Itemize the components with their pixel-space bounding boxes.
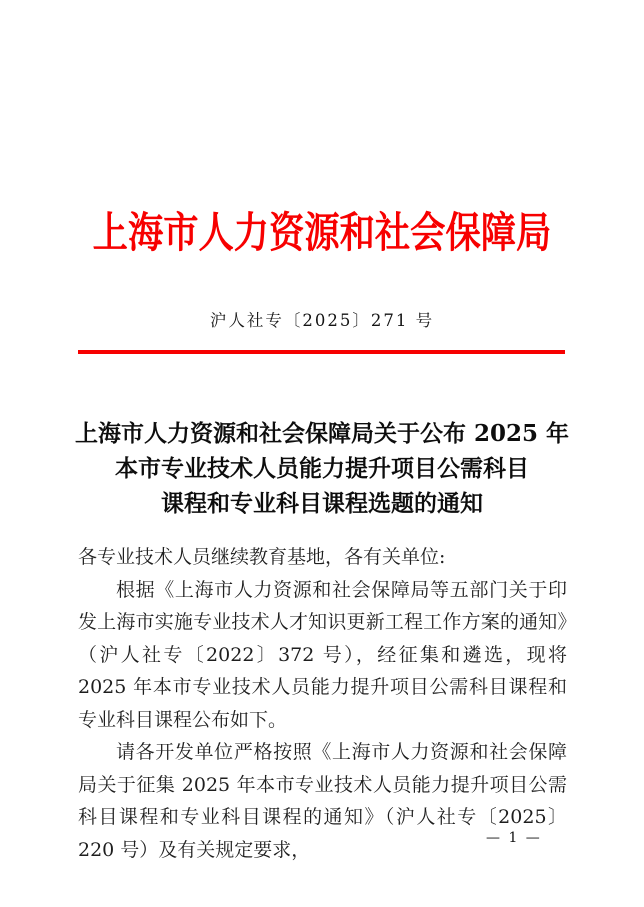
document-reference-number: 沪人社专〔2025〕271 号 [209, 311, 435, 330]
document-body [78, 541, 567, 866]
notice-title [30, 416, 614, 521]
salutation-line: 各专业技术人员继续教育基地，各有关单位: [78, 546, 446, 568]
issuing-authority-title: 上海市人力资源和社会保障局 [92, 208, 552, 257]
notice-title-line-1: 上海市人力资源和社会保障局关于公布 2025 年 [74, 420, 570, 447]
red-divider-rule [78, 350, 565, 354]
body-paragraph-1: 根据《上海市人力资源和社会保障局等五部门关于印发上海市实施专业技术人才知识更新工程工作方案的通知》（沪人社专〔2022〕372 号），经征集和遴选，现将 2025 年本市专业技术人员能力提升项目公需科目课程和专业科目课程公布如下。 [78, 578, 567, 731]
body-paragraph-2: 请各开发单位严格按照《上海市人力资源和社会保障局关于征集 2025 年本市专业技术人员能力提升项目公需科目课程和专业科目课程的通知》（沪人社专〔2025〕220 号）及有关规定要求， [78, 741, 567, 861]
notice-title-line-2: 本市专业技术人员能力提升项目公需科目 [115, 455, 529, 482]
notice-title-line-3: 课程和专业科目课程选题的通知 [161, 490, 483, 517]
page-number: — 1 — [486, 830, 542, 846]
